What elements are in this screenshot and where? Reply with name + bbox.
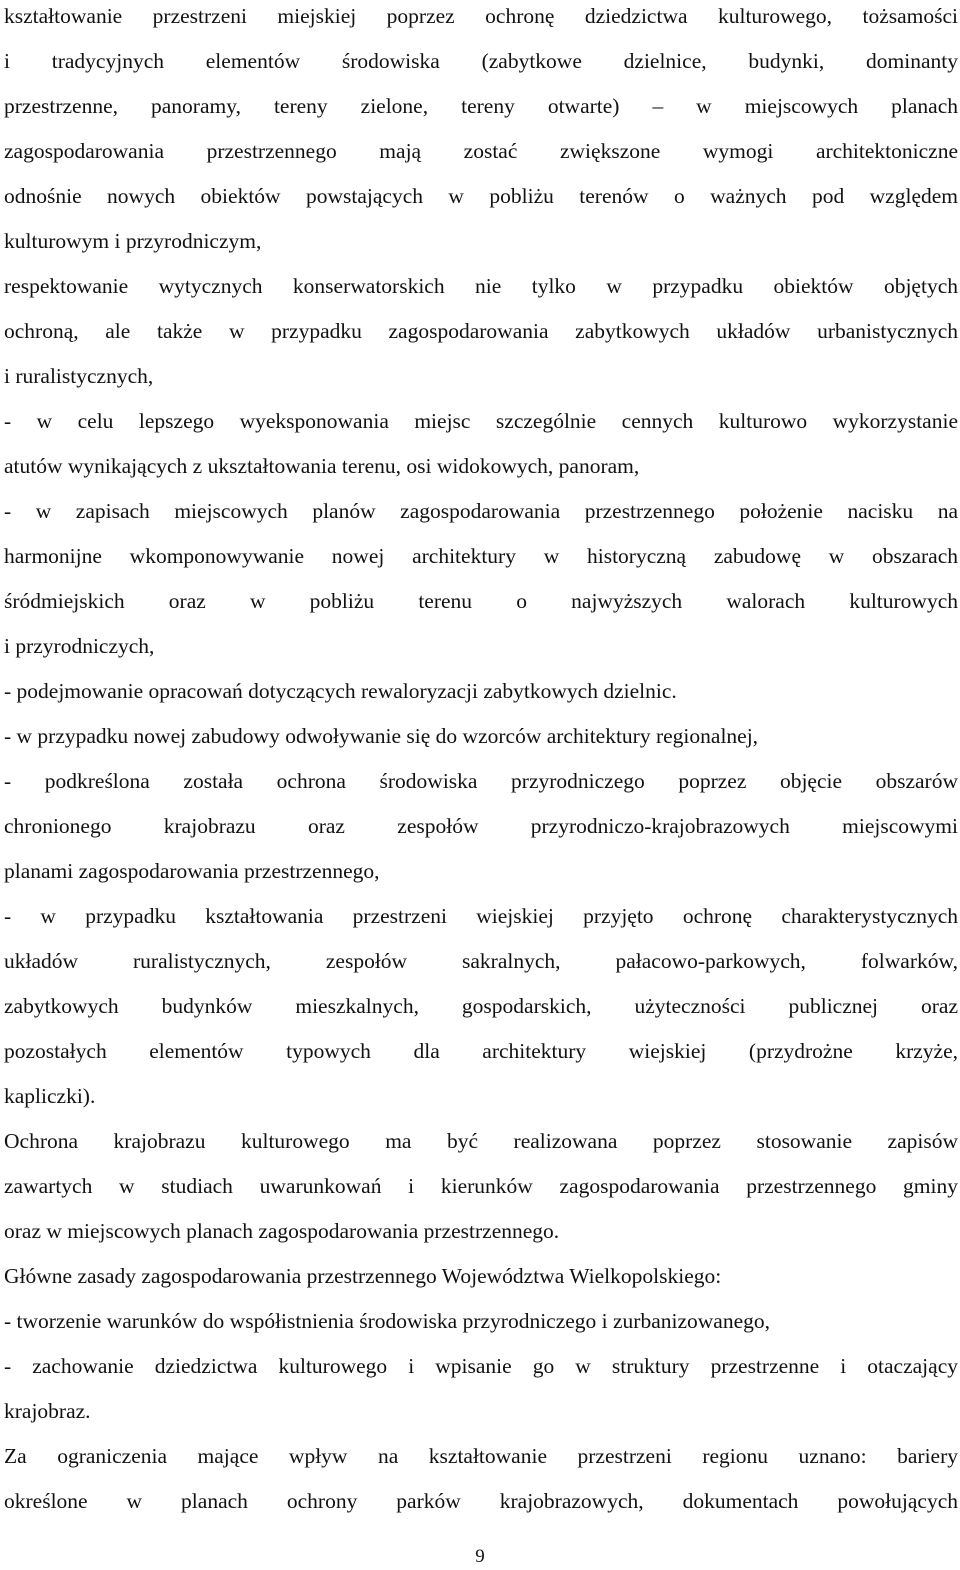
text-line: atutów wynikających z ukształtowania terenu, osi widokowych, panoram, (4, 454, 640, 478)
text-line: - w celu lepszego wyeksponowania miejsc szczególnie cennych kulturowo wykorzystanie (4, 409, 958, 433)
text-line: układów ruralistycznych, zespołów sakralnych, pałacowo-parkowych, folwarków, (4, 949, 958, 973)
text-line: kształtowanie przestrzeni miejskiej poprzez ochronę dziedzictwa kulturowego, tożsamości (4, 4, 958, 28)
text-line: i przyrodniczych, (4, 634, 155, 658)
text-line: przestrzenne, panoramy, tereny zielone, tereny otwarte) – w miejscowych planach (4, 94, 958, 118)
text-line: zagospodarowania przestrzennego mają zostać zwiększone wymogi architektoniczne (4, 139, 958, 163)
text-line: kapliczki). (4, 1084, 96, 1108)
text-line: - w przypadku kształtowania przestrzeni wiejskiej przyjęto ochronę charakterystycznych (4, 904, 958, 928)
text-line: - podkreślona została ochrona środowiska przyrodniczego poprzez objęcie obszarów (4, 769, 958, 793)
text-line: kulturowym i przyrodniczym, (4, 229, 262, 253)
text-line: pozostałych elementów typowych dla architektury wiejskiej (przydrożne krzyże, (4, 1039, 958, 1063)
text-line: harmonijne wkomponowywanie nowej architektury w historyczną zabudowę w obszarach (4, 544, 958, 568)
text-line: - tworzenie warunków do współistnienia środowiska przyrodniczego i zurbanizowanego, (4, 1309, 771, 1333)
text-line: Za ograniczenia mające wpływ na kształtowanie przestrzeni regionu uznano: bariery (4, 1444, 958, 1468)
text-line: - zachowanie dziedzictwa kulturowego i wpisanie go w struktury przestrzenne i otaczający (4, 1354, 958, 1378)
text-line: Ochrona krajobrazu kulturowego ma być realizowana poprzez stosowanie zapisów (4, 1129, 958, 1153)
text-line: ochroną, ale także w przypadku zagospodarowania zabytkowych układów urbanistycznych (4, 319, 958, 343)
text-line: krajobraz. (4, 1399, 91, 1423)
text-line: respektowanie wytycznych konserwatorskich nie tylko w przypadku obiektów objętych (4, 274, 958, 298)
text-line: śródmiejskich oraz w pobliżu terenu o najwyższych walorach kulturowych (4, 589, 958, 613)
text-line: - w przypadku nowej zabudowy odwoływanie się do wzorców architektury regionalnej, (4, 724, 759, 748)
page-number: 9 (475, 1546, 485, 1567)
text-line: planami zagospodarowania przestrzennego, (4, 859, 380, 883)
text-line: określone w planach ochrony parków krajobrazowych, dokumentach powołujących (4, 1489, 958, 1513)
text-line: - podejmowanie opracowań dotyczących rewaloryzacji zabytkowych dzielnic. (4, 679, 677, 703)
text-line: i ruralistycznych, (4, 364, 154, 388)
text-line: Główne zasady zagospodarowania przestrzennego Województwa Wielkopolskiego: (4, 1264, 722, 1288)
text-line: i tradycyjnych elementów środowiska (zabytkowe dzielnice, budynki, dominanty (4, 49, 958, 73)
text-line: zabytkowych budynków mieszkalnych, gospodarskich, użyteczności publicznej oraz (4, 994, 958, 1018)
text-line: oraz w miejscowych planach zagospodarowania przestrzennego. (4, 1219, 560, 1243)
text-line: - w zapisach miejscowych planów zagospodarowania przestrzennego położenie nacisku na (4, 499, 958, 523)
text-line: odnośnie nowych obiektów powstających w pobliżu terenów o ważnych pod względem (4, 184, 958, 208)
text-line: chronionego krajobrazu oraz zespołów przyrodniczo-krajobrazowych miejscowymi (4, 814, 958, 838)
text-line: zawartych w studiach uwarunkowań i kierunków zagospodarowania przestrzennego gminy (4, 1174, 958, 1198)
